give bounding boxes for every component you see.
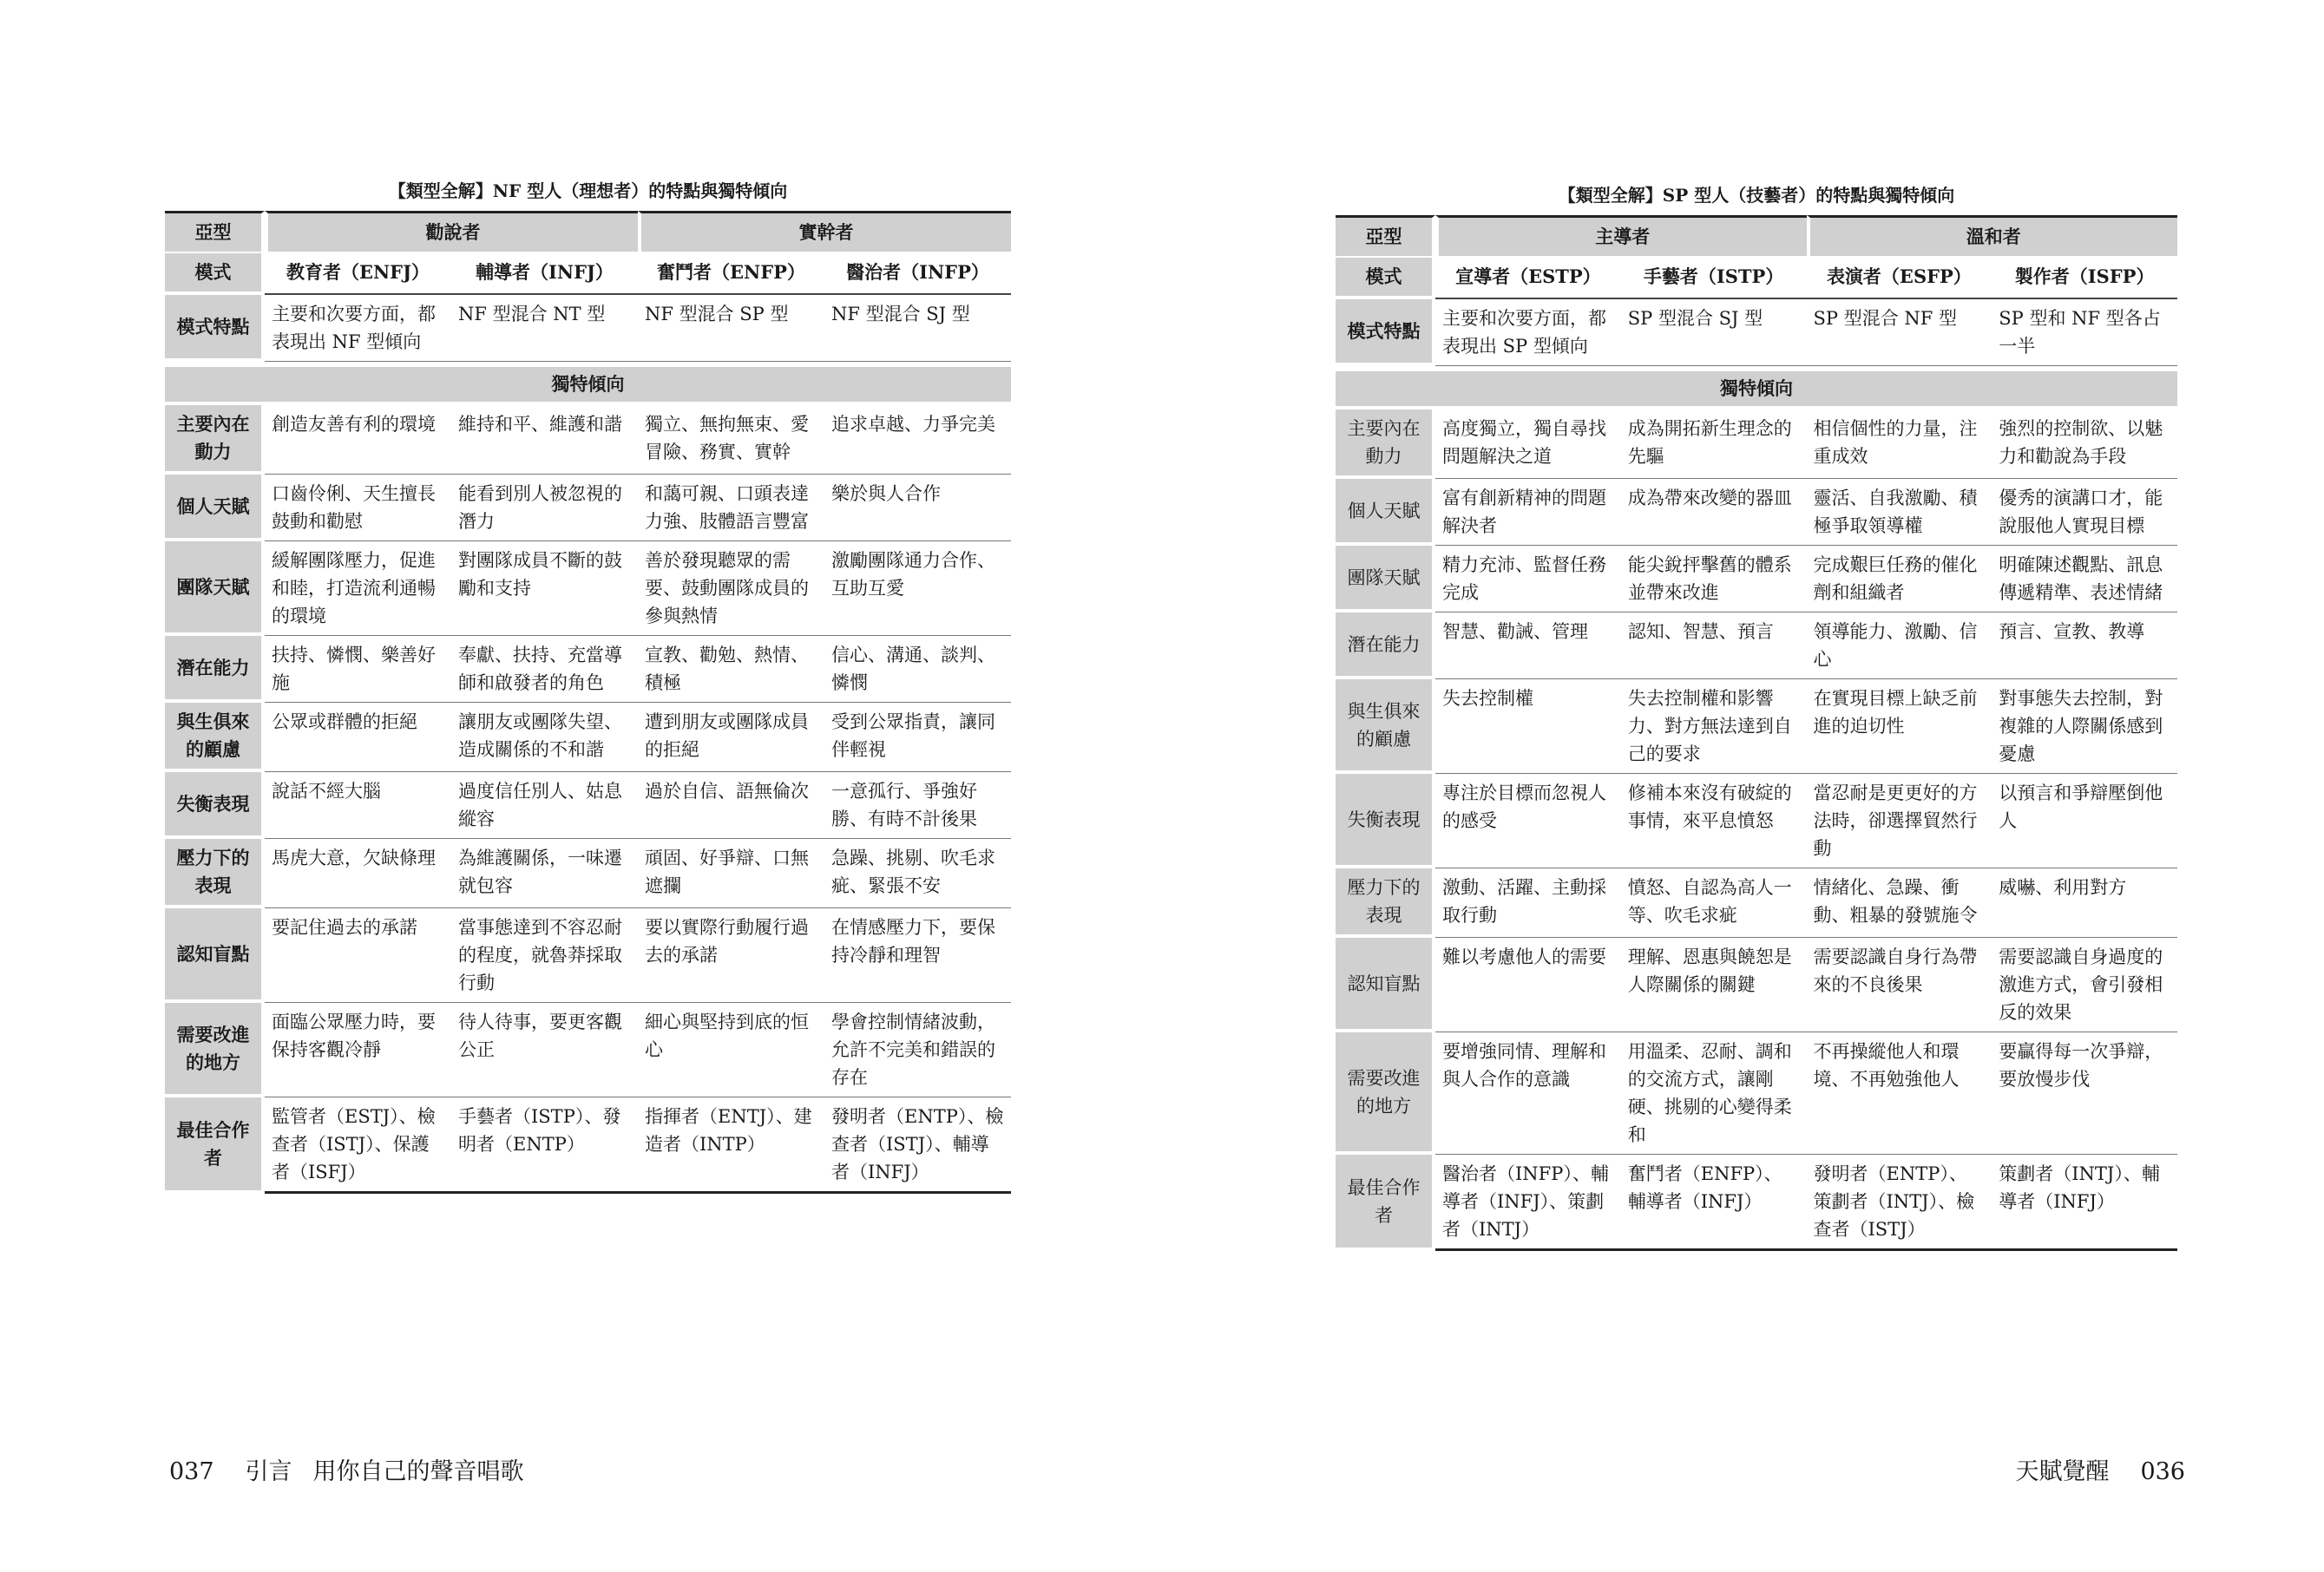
table-cell: NF 型混合 SP 型: [638, 295, 824, 362]
row-header: 模式: [165, 253, 265, 295]
row-header: 失衡表現: [165, 772, 265, 839]
mode-header: 奮鬥者（ENFP）: [638, 253, 824, 295]
table-cell: 手藝者（ISTP）、發明者（ENTP）: [451, 1097, 638, 1194]
table-cell: 口齒伶俐、天生擅長鼓動和勸慰: [265, 475, 451, 541]
table-cell: 醫治者（INFP）、輔導者（INFJ）、策劃者（INTJ）: [1435, 1155, 1621, 1251]
row-header: 團隊天賦: [165, 541, 265, 636]
nf-type-table: [165, 211, 1011, 1194]
section-row: [1336, 366, 2177, 409]
table-cell: 當忍耐是更更好的方法時，卻選擇貿然行動: [1807, 774, 1992, 868]
table-cell: 情緒化、急躁、衝動、粗暴的發號施令: [1807, 868, 1992, 938]
row-header: 認知盲點: [165, 908, 265, 1003]
row-header: 團隊天賦: [1336, 546, 1435, 612]
row-header: 與生俱來的顧慮: [1336, 679, 1435, 774]
section-header: 獨特傾向: [165, 362, 1011, 405]
row-header: 主要內在動力: [165, 405, 265, 475]
traits-row: [165, 295, 1011, 362]
table-cell: NF 型混合 SJ 型: [824, 295, 1011, 362]
table-cell: 面臨公眾壓力時，要保持客觀冷靜: [265, 1003, 451, 1097]
table-cell: 相信個性的力量，注重成效: [1807, 409, 1992, 479]
table-cell: 和藹可親、口頭表達力強、肢體語言豐富: [638, 475, 824, 541]
table-row: [165, 405, 1011, 475]
table-cell: 創造友善有利的環境: [265, 405, 451, 475]
table-cell: 維持和平、維護和諧: [451, 405, 638, 475]
row-header: 模式特點: [165, 295, 265, 362]
sp-type-table-wrap: [1336, 182, 2177, 1251]
mode-header: 手藝者（ISTP）: [1621, 258, 1807, 299]
table-cell: 讓朋友或團隊失望、造成關係的不和諧: [451, 703, 638, 772]
table-cell: 強烈的控制欲、以魅力和勸說為手段: [1992, 409, 2177, 479]
table-row: [165, 703, 1011, 772]
table-cell: 明確陳述觀點、訊息傳遞精準、表述情緒: [1992, 546, 2177, 612]
table-cell: 策劃者（INTJ）、輔導者（INFJ）: [1992, 1155, 2177, 1251]
row-header: 亞型: [1336, 215, 1435, 258]
table-cell: 主要和次要方面，都表現出 SP 型傾向: [1435, 299, 1621, 366]
table-row: [1336, 612, 2177, 679]
table-cell: 過於自信、語無倫次: [638, 772, 824, 839]
row-header: 需要改進的地方: [165, 1003, 265, 1097]
sp-type-table: [1336, 215, 2177, 1251]
table-row: [165, 636, 1011, 703]
table-cell: 專注於目標而忽視人的感受: [1435, 774, 1621, 868]
table-row: [165, 1097, 1011, 1194]
group-header: 實幹者: [638, 211, 1011, 253]
table-cell: 宣教、勸勉、熱情、積極: [638, 636, 824, 703]
group-header: 溫和者: [1807, 215, 2178, 258]
table-cell: 待人待事，要更客觀公正: [451, 1003, 638, 1097]
table-cell: 說話不經大腦: [265, 772, 451, 839]
footer-section: 天賦覺醒: [2015, 1458, 2110, 1485]
table-cell: 緩解團隊壓力，促進和睦，打造流利通暢的環境: [265, 541, 451, 636]
table-cell: 要記住過去的承諾: [265, 908, 451, 1003]
table-cell: 為維護關係，一味遷就包容: [451, 839, 638, 908]
footer-section: 引言: [245, 1458, 292, 1485]
row-header: 壓力下的表現: [1336, 868, 1435, 938]
table-cell: 威嚇、利用對方: [1992, 868, 2177, 938]
table-cell: 理解、恩惠與饒恕是人際關係的關鍵: [1621, 938, 1807, 1032]
row-header: 最佳合作者: [1336, 1155, 1435, 1251]
table-cell: 不再操縱他人和環境、不再勉強他人: [1807, 1032, 1992, 1155]
mode-header: 表演者（ESFP）: [1807, 258, 1992, 299]
table-row: [165, 772, 1011, 839]
tendency-rows: [1336, 409, 2177, 1251]
row-header: 潛在能力: [165, 636, 265, 703]
table-row: [1336, 1155, 2177, 1251]
table-cell: 領導能力、激勵、信心: [1807, 612, 1992, 679]
table-cell: 在情感壓力下，要保持冷靜和理智: [824, 908, 1011, 1003]
table-cell: 以預言和爭辯壓倒他人: [1992, 774, 2177, 868]
row-header: 認知盲點: [1336, 938, 1435, 1032]
table-cell: 難以考慮他人的需要: [1435, 938, 1621, 1032]
table-cell: 奉獻、扶持、充當導師和啟發者的角色: [451, 636, 638, 703]
page-footer: [2015, 1457, 2185, 1487]
table-cell: 失去控制權和影響力、對方無法達到自己的要求: [1621, 679, 1807, 774]
table-cell: 過度信任別人、姑息縱容: [451, 772, 638, 839]
row-header: 壓力下的表現: [165, 839, 265, 908]
row-header: 失衡表現: [1336, 774, 1435, 868]
table-row: [1336, 409, 2177, 479]
nf-type-table-wrap: [165, 178, 1011, 1194]
table-cell: 失去控制權: [1435, 679, 1621, 774]
page-number: 037: [169, 1458, 214, 1485]
table-cell: 激勵團隊通力合作、互助互愛: [824, 541, 1011, 636]
table-row: [1336, 774, 2177, 868]
mode-header-row: [165, 253, 1011, 295]
table-cell: 要贏得每一次爭辯，要放慢步伐: [1992, 1032, 2177, 1155]
table-cell: 公眾或群體的拒絕: [265, 703, 451, 772]
table-cell: 需要認識自身過度的激進方式，會引發相反的效果: [1992, 938, 2177, 1032]
table-cell: 要增強同情、理解和與人合作的意識: [1435, 1032, 1621, 1155]
tendency-rows: [165, 405, 1011, 1194]
table-cell: 預言、宣教、教導: [1992, 612, 2177, 679]
table-cell: 精力充沛、監督任務完成: [1435, 546, 1621, 612]
table-row: [165, 541, 1011, 636]
subtype-header-row: [165, 211, 1011, 253]
traits-row: [1336, 299, 2177, 366]
table-cell: 發明者（ENTP）、策劃者（INTJ）、檢查者（ISTJ）: [1807, 1155, 1992, 1251]
table-cell: 認知、智慧、預言: [1621, 612, 1807, 679]
table-cell: 追求卓越、力爭完美: [824, 405, 1011, 475]
table-cell: 發明者（ENTP）、檢查者（ISTJ）、輔導者（INFJ）: [824, 1097, 1011, 1194]
footer-chapter: 用你自己的聲音唱歌: [312, 1458, 524, 1485]
table-row: [165, 839, 1011, 908]
table-cell: 細心與堅持到底的恒心: [638, 1003, 824, 1097]
table-cell: 富有創新精神的問題解決者: [1435, 479, 1621, 546]
table-cell: 信心、溝通、談判、憐憫: [824, 636, 1011, 703]
subtype-header-row: [1336, 215, 2177, 258]
table-cell: 激動、活躍、主動採取行動: [1435, 868, 1621, 938]
row-header: 個人天賦: [1336, 479, 1435, 546]
table-cell: 當事態達到不容忍耐的程度，就魯莽採取行動: [451, 908, 638, 1003]
mode-header: 製作者（ISFP）: [1992, 258, 2177, 299]
table-title: 【類型全解】NF 型人（理想者）的特點與獨特傾向: [388, 180, 788, 201]
table-row: [1336, 479, 2177, 546]
row-header: 潛在能力: [1336, 612, 1435, 679]
row-header: 亞型: [165, 211, 265, 253]
table-cell: 扶持、憐憫、樂善好施: [265, 636, 451, 703]
table-cell: 主要和次要方面，都表現出 NF 型傾向: [265, 295, 451, 362]
group-header: 勸說者: [265, 211, 638, 253]
mode-header: 醫治者（INFP）: [824, 253, 1011, 295]
row-header: 最佳合作者: [165, 1097, 265, 1194]
table-cell: 頑固、好爭辯、口無遮攔: [638, 839, 824, 908]
table-cell: 受到公眾指責，讓同伴輕視: [824, 703, 1011, 772]
table-cell: 奮鬥者（ENFP）、輔導者（INFJ）: [1621, 1155, 1807, 1251]
table-cell: 遭到朋友或團隊成員的拒絕: [638, 703, 824, 772]
table-cell: 用溫柔、忍耐、調和的交流方式，讓剛硬、挑剔的心變得柔和: [1621, 1032, 1807, 1155]
table-cell: 監管者（ESTJ）、檢查者（ISTJ）、保護者（ISFJ）: [265, 1097, 451, 1194]
table-cell: 獨立、無拘無束、愛冒險、務實、實幹: [638, 405, 824, 475]
mode-header: 輔導者（INFJ）: [451, 253, 638, 295]
table-cell: 善於發現聽眾的需要、鼓動團隊成員的參與熱情: [638, 541, 824, 636]
table-cell: 完成艱巨任務的催化劑和組織者: [1807, 546, 1992, 612]
table-cell: 學會控制情緒波動，允許不完美和錯誤的存在: [824, 1003, 1011, 1097]
table-cell: 在實現目標上缺乏前進的迫切性: [1807, 679, 1992, 774]
table-cell: 對事態失去控制，對複雜的人際關係感到憂慮: [1992, 679, 2177, 774]
table-cell: SP 型混合 NF 型: [1807, 299, 1992, 366]
table-cell: 急躁、挑剔、吹毛求疵、緊張不安: [824, 839, 1011, 908]
table-cell: 能看到別人被忽視的潛力: [451, 475, 638, 541]
table-row: [1336, 679, 2177, 774]
row-header: 模式特點: [1336, 299, 1435, 366]
table-row: [1336, 1032, 2177, 1155]
table-cell: 高度獨立，獨自尋找問題解決之道: [1435, 409, 1621, 479]
table-cell: 智慧、勸誡、管理: [1435, 612, 1621, 679]
page-number: 036: [2140, 1458, 2185, 1485]
section-row: [165, 362, 1011, 405]
table-cell: SP 型混合 SJ 型: [1621, 299, 1807, 366]
table-cell: 要以實際行動履行過去的承諾: [638, 908, 824, 1003]
table-row: [1336, 546, 2177, 612]
mode-header-row: [1336, 258, 2177, 299]
table-row: [1336, 938, 2177, 1032]
page-footer: [169, 1457, 524, 1487]
row-header: 個人天賦: [165, 475, 265, 541]
row-header: 主要內在動力: [1336, 409, 1435, 479]
table-cell: 一意孤行、爭強好勝、有時不計後果: [824, 772, 1011, 839]
row-header: 需要改進的地方: [1336, 1032, 1435, 1155]
table-row: [165, 1003, 1011, 1097]
row-header: 與生俱來的顧慮: [165, 703, 265, 772]
table-cell: 馬虎大意，欠缺條理: [265, 839, 451, 908]
table-cell: SP 型和 NF 型各占一半: [1992, 299, 2177, 366]
table-cell: 能尖銳抨擊舊的體系並帶來改進: [1621, 546, 1807, 612]
table-cell: 成為開拓新生理念的先驅: [1621, 409, 1807, 479]
table-row: [165, 908, 1011, 1003]
table-title: 【類型全解】SP 型人（技藝者）的特點與獨特傾向: [1558, 185, 1955, 206]
table-cell: 指揮者（ENTJ）、建造者（INTP）: [638, 1097, 824, 1194]
table-cell: 樂於與人合作: [824, 475, 1011, 541]
right-page: [1162, 0, 2324, 1572]
table-cell: 需要認識自身行為帶來的不良後果: [1807, 938, 1992, 1032]
table-cell: 憤怒、自認為高人一等、吹毛求疵: [1621, 868, 1807, 938]
row-header: 模式: [1336, 258, 1435, 299]
mode-header: 教育者（ENFJ）: [265, 253, 451, 295]
table-cell: 修補本來沒有破綻的事情，來平息憤怒: [1621, 774, 1807, 868]
table-cell: NF 型混合 NT 型: [451, 295, 638, 362]
table-row: [1336, 868, 2177, 938]
group-header: 主導者: [1435, 215, 1807, 258]
mode-header: 宣導者（ESTP）: [1435, 258, 1621, 299]
table-cell: 靈活、自我激勵、積極爭取領導權: [1807, 479, 1992, 546]
table-cell: 優秀的演講口才，能說服他人實現目標: [1992, 479, 2177, 546]
table-cell: 對團隊成員不斷的鼓勵和支持: [451, 541, 638, 636]
section-header: 獨特傾向: [1336, 366, 2177, 409]
table-cell: 成為帶來改變的器皿: [1621, 479, 1807, 546]
table-row: [165, 475, 1011, 541]
